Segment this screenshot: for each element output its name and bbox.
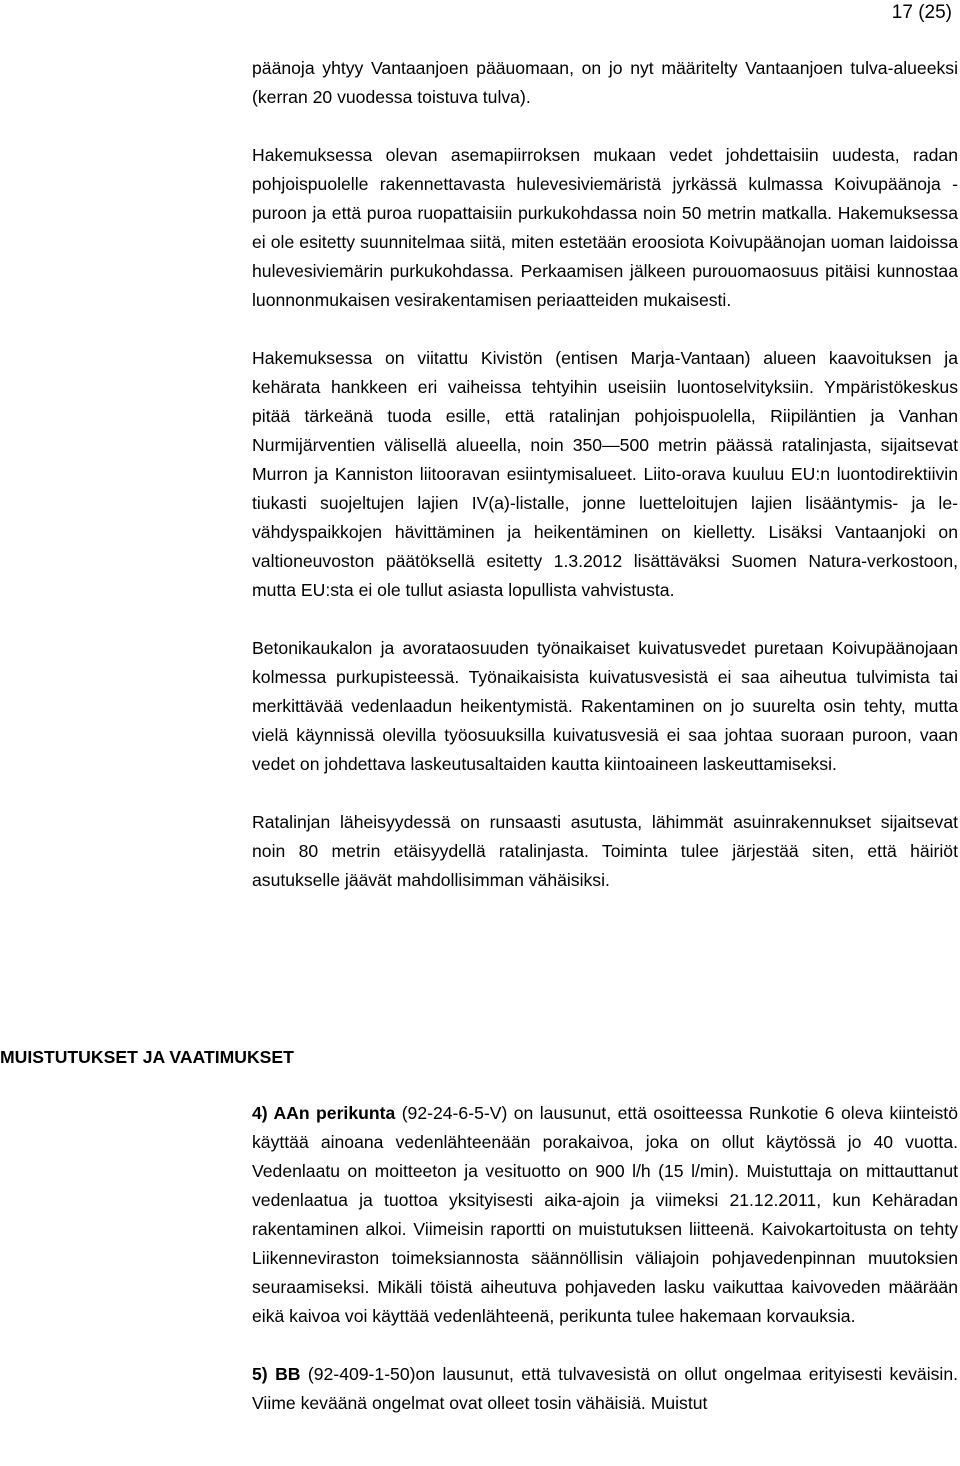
- paragraph: Betonikaukalon ja avorataosuuden työnaikaiset kuivatusvedet puretaan Koivupäänojaan kolmessa purkupisteessä. Työnaikaisista kuivatusvesistä ei saa aiheutua tulvimista tai merkittävää vedenlaadun heikentymistä. Rakentaminen on jo suurelta osin tehty, mutta vielä käynnissä olevilla työosuuksilla kuivatusvesiä ei saa johtaa suoraan puroon, vaan vedet on johdettava laskeutusaltaiden kautta kiintoaineen laskeuttamiseksi.: [252, 638, 958, 774]
- paragraph: Ratalinjan läheisyydessä on runsaasti asutusta, lähimmät asuinrakennukset sijaitsevat noin 80 metrin etäisyydellä ratalinjasta. Toiminta tulee järjestää siten, että häiriöt asutukselle jäävät mahdollisimman vähäisiksi.: [252, 812, 958, 890]
- objection-text: (92-409-1-50)on lausunut, että tulvavesistä on ollut ongelmaa erityisesti keväisin. Viime keväänä ongelmat ovat olleet tosin vähäisiä. Muistut: [252, 1364, 958, 1413]
- objection-label: 5) BB: [252, 1364, 301, 1384]
- body-text: [252, 54, 958, 895]
- objection-label: 4) AAn perikunta: [252, 1103, 396, 1123]
- objection-text: (92-24-6-5-V) on lausunut, että osoitteessa Runkotie 6 oleva kiinteistö käyttää ainoana vedenlähteenään porakaivoa, joka on ollut käytössä jo 40 vuotta. Vedenlaatu on moitteeton ja vesituotto on 900 l/h (15 l/min). Muistuttaja on mittauttanut vedenlaatua ja tuottoa yksityisesti aika-ajoin ja viimeksi 21.12.2011, kun Kehäradan rakentaminen alkoi. Viimeisin raportti on muistutuksen liitteenä. Kaivokartoitusta on tehty Liikenneviraston toimeksiannosta säännöllisin väliajoin pohjavedenpinnan muutoksien seuraamiseksi. Mikäli töistä aiheutuva pohjaveden lasku vaikuttaa kaivoveden määrään eikä kaivoa voi käyttää vedenlähteenä, perikunta tulee hakemaan korvauksia.: [252, 1103, 958, 1326]
- section-heading: MUISTUTUKSET JA VAATIMUKSET: [0, 1047, 294, 1067]
- objection-item: [252, 1099, 958, 1331]
- paragraph: Hakemuksessa on viitattu Kivistön (entisen Marja-Vantaan) alueen kaavoituksen ja kehärata hankkeen eri vaiheissa tehtyihin useisiin luontoselvityksiin. Ympäristökeskus pitää tärkeänä tuoda esille, että ratalinjan pohjoispuolella, Riipiläntien ja Vanhan Nurmijärventien välisellä alueella, noin 350—500 metrin päässä ratalinjasta, sijaitsevat Murron ja Kanniston liitooravan esiintymisalueet. Liito-orava kuuluu EU:n luontodirektiivin tiukasti suojeltujen lajien IV(a)-listalle, jonne luetteloitujen lajien lisääntymis- ja levähdyspaikkojen hävittäminen ja heikentäminen on kielletty. Lisäksi Vantaanjoki on valtioneuvoston päätöksellä esitetty 1.3.2012 lisättäväksi Suomen Natura-verkostoon, mutta EU:sta ei ole tullut asiasta lopullista vahvistusta.: [252, 348, 958, 600]
- page-number: 17 (25): [891, 2, 952, 23]
- paragraph: Hakemuksessa olevan asemapiirroksen mukaan vedet johdettaisiin uudesta, radan pohjoispuolelle rakennettavasta hulevesiviemäristä jyrkässä kulmassa Koivupäänoja -puroon ja että puroa ruopattaisiin purkukohdassa noin 50 metrin matkalla. Hakemuksessa ei ole esitetty suunnitelmaa siitä, miten estetään eroosiota Koivupäänojan uoman laidoissa hulevesiviemärin purkukohdassa. Perkaamisen jälkeen purouomaosuus pitäisi kunnostaa luonnonmukaisen vesirakentamisen periaatteiden mukaisesti.: [252, 145, 958, 310]
- objection-item: [252, 1360, 958, 1418]
- objections-list: [252, 1099, 958, 1447]
- paragraph: päänoja yhtyy Vantaanjoen pääuomaan, on jo nyt määritelty Vantaanjoen tulva-alueeksi (kerran 20 vuodessa toistuva tulva).: [252, 58, 958, 107]
